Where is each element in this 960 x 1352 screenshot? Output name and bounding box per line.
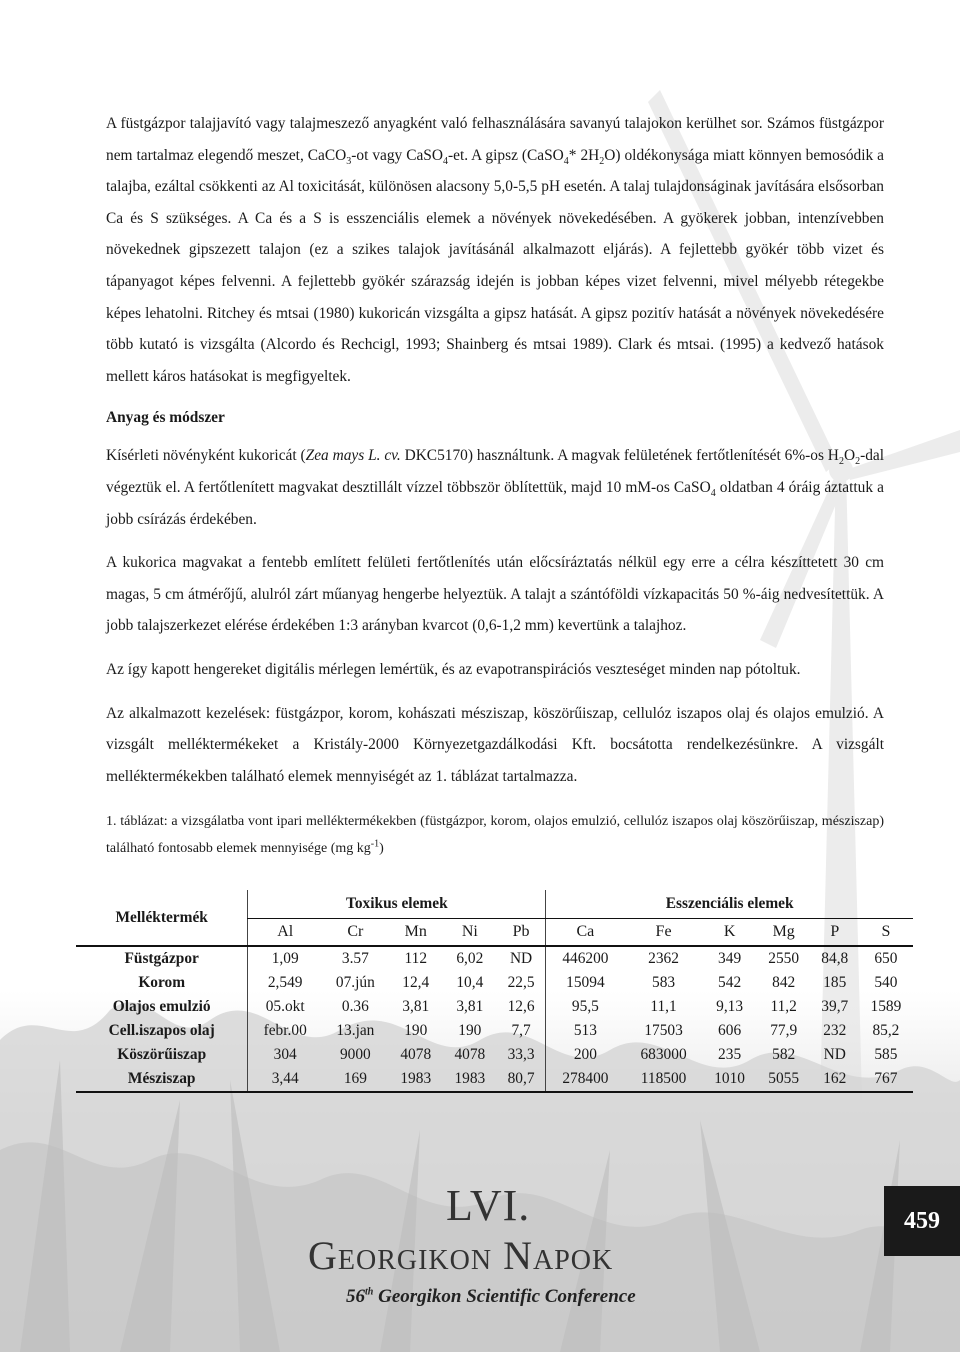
subscript: 2 — [599, 155, 605, 167]
table-cell: 349 — [718, 950, 742, 967]
table-cell: 3.57 — [341, 950, 369, 967]
table-cell: 169 — [322, 1067, 389, 1092]
conference-subtitle — [346, 1286, 636, 1308]
table-cell: 13.jan — [336, 1022, 375, 1039]
table-cell: 1,09 — [248, 946, 322, 971]
table-cell: 3,81 — [456, 998, 484, 1015]
table-cell: 9,13 — [716, 998, 744, 1015]
page-number: 459 — [884, 1186, 960, 1256]
table-cell: 446200 — [546, 946, 625, 971]
table-cell: 278400 — [546, 1067, 625, 1092]
text-run: 1. táblázat: a vizsgálatba vont ipari melléktermékekben (füstgázpor, korom, olajos emulzió, cellulóz iszapos olaj köszörűiszap, mésziszap) található fontosabb elemek mennyisége (mg kg — [106, 814, 884, 857]
text-run: DKC5170) használtunk. A magvak felületének fertőtlenítését 6%-os H — [400, 447, 839, 465]
table-cell: 12,6 — [507, 998, 535, 1015]
table-cell: 77,9 — [770, 1022, 798, 1039]
table-cell: 190 — [458, 1022, 482, 1039]
row-label: Mésziszap — [76, 1067, 248, 1092]
table-cell: 767 — [859, 1067, 913, 1092]
table-cell: 15094 — [546, 971, 625, 995]
table-cell: 540 — [874, 974, 898, 991]
column-header: Fe — [625, 919, 703, 947]
text-run: -ot vagy CaSO — [351, 146, 443, 164]
text-run: oldatban 4 óráig áztattuk a jobb csírázás érdekében. — [106, 478, 884, 528]
table-cell: 190 — [404, 1022, 428, 1039]
table-cell: 583 — [652, 974, 676, 991]
table-cell: 6,02 — [456, 950, 484, 967]
table-cell: 05.okt — [248, 995, 322, 1019]
text-run: A füstgázpor talajjavító vagy talajmeszező anyagként való felhasználására savanyú talajokon kerülhet sor. Számos füstgázpor nem tartalmaz elegendő meszet, CaCO — [106, 115, 884, 164]
methods-paragraph-2: A kukorica magvakat a fentebb említett felületi fertőtlenítés után előcsíráztatás nélkül egy erre a célra készíttetett 30 cm magas, 5 cm átmérőjű, alulról zárt műanyag hengerbe helyeztük. A talajt a szántóföldi vízkapacitás 50 %-áig nedvesítettük. A jobb talajszerkezet elérése érdekében 1:3 arányban kvarcot (0,6-1,2 mm) kevertünk a talajhoz. — [106, 554, 884, 635]
column-header: Mn — [389, 919, 443, 947]
text-run: O — [843, 447, 856, 465]
table-cell: 4078 — [454, 1046, 486, 1063]
table-cell: 200 — [546, 1043, 625, 1067]
superscript: th — [365, 1286, 374, 1298]
column-header: P — [811, 919, 859, 947]
subscript: 4 — [710, 488, 716, 500]
table-cell: 585 — [874, 1046, 898, 1063]
table-cell: 7,7 — [511, 1022, 531, 1039]
text-run: Kísérleti növényként kukoricát ( — [106, 447, 306, 465]
methods-paragraph-1 — [106, 440, 884, 535]
table-cell: 11,2 — [770, 998, 797, 1015]
text-run: * 2H — [568, 146, 600, 164]
text-run: O) oldékonysága miatt könnyen bemosódik a talajba, ezáltal csökkenti az Al toxicitását, különösen alacsony 5,0-5,5 pH esetén. A talaj tulajdonságinak javítására elsősorban Ca és S szükséges. A Ca és a S is esszenciális elemek a növények növekedésében. A gyökerek jobban, intenzívebben növekednek gipszezett talajon (ez a szikes talajok javításánál alkalmazott eljárás). A fejlettebb gyökér több vizet és tápanyagot képes felvenni. A fejlettebb gyökér szárazság idején is jobban képes vizet felvenni, mivel mélyebb rétegekbe képes lehatolni. Ritchey és mtsai (1980) kukoricán vizsgálta a gipsz hatását. A gipsz pozitív hatását a növények növekedésére több kutató is vizsgálta (Alcordo és Rechcigl, 1993; Shainberg és mtsai 1989). Clark és mtsai. (1995) a kedvező hatások mellett káros hatásokat is megfigyeltek. — [106, 146, 884, 385]
table-row — [76, 971, 913, 995]
table-row — [76, 946, 913, 971]
group-header-toxic: Toxikus elemek — [248, 890, 546, 919]
table-cell: 5055 — [757, 1067, 811, 1092]
table-cell: 683000 — [640, 1046, 687, 1063]
column-header: Pb — [497, 919, 546, 947]
table-row — [76, 995, 913, 1019]
row-label: Olajos emulzió — [112, 998, 211, 1015]
table-cell: 542 — [718, 974, 742, 991]
methods-paragraph-3: Az így kapott hengereket digitális mérlegen lemértük, és az evapotranspirációs veszteséget minden nap pótoltuk. — [106, 660, 801, 678]
table-cell: 84,8 — [821, 950, 849, 967]
table-cell: 235 — [718, 1046, 742, 1063]
species-name: Zea mays L. cv. — [305, 447, 401, 465]
row-header: Melléktermék — [76, 890, 248, 946]
table-row — [76, 1043, 913, 1067]
subscript: 4 — [563, 155, 569, 167]
subscript: 2 — [855, 456, 861, 468]
column-header: Al — [248, 919, 322, 947]
article-body — [106, 108, 884, 862]
subscript: 2 — [838, 456, 844, 468]
table-cell: 4078 — [400, 1046, 432, 1063]
table-cell: 33,3 — [507, 1046, 535, 1063]
elements-table — [76, 890, 913, 1093]
edition-number: LVI. — [446, 1181, 531, 1230]
table-cell: 39,7 — [821, 998, 849, 1015]
column-header: Ca — [546, 919, 625, 947]
table-cell: 1589 — [870, 998, 902, 1015]
column-header: Ni — [443, 919, 497, 947]
table-cell: ND — [823, 1046, 846, 1063]
table-cell: 2550 — [768, 950, 800, 967]
conference-title: Georgikon Napok — [308, 1233, 614, 1278]
table-row — [76, 1067, 913, 1092]
table-cell: 11,1 — [650, 998, 677, 1015]
table-cell: 112 — [404, 950, 428, 967]
row-label: Füstgázpor — [124, 950, 199, 967]
table-cell: 162 — [811, 1067, 859, 1092]
table-cell: 12,4 — [402, 974, 430, 991]
table-cell: 80,7 — [497, 1067, 546, 1092]
row-label: Köszörűiszap — [117, 1046, 207, 1063]
column-header: S — [859, 919, 913, 947]
column-header: K — [703, 919, 757, 947]
text-run: Georgikon Scientific Conference — [373, 1286, 636, 1307]
table-cell: 650 — [874, 950, 898, 967]
table-cell: 232 — [823, 1022, 847, 1039]
table-cell: 3,44 — [248, 1067, 322, 1092]
table-cell: 1983 — [389, 1067, 443, 1092]
row-label: Korom — [138, 974, 186, 991]
table-cell: 582 — [772, 1046, 796, 1063]
column-header: Mg — [757, 919, 811, 947]
intro-paragraph — [106, 108, 884, 392]
table-cell: ND — [509, 950, 533, 967]
table-cell: 95,5 — [546, 995, 625, 1019]
table-cell: 118500 — [625, 1067, 703, 1092]
column-header: Cr — [322, 919, 389, 947]
table-cell: febr.00 — [248, 1019, 322, 1043]
superscript: -1 — [370, 838, 380, 850]
subscript: 4 — [442, 155, 448, 167]
table-cell: 2362 — [648, 950, 679, 967]
table-cell: 17503 — [644, 1022, 683, 1039]
table-caption — [106, 808, 884, 862]
table-row — [76, 1019, 913, 1043]
table-cell: 842 — [772, 974, 796, 991]
table-cell: 2,549 — [248, 971, 322, 995]
text-run: -dal végeztük el. A fertőtlenített magvakat desztillált vízzel többször öblítettük, majd 10 mM-os CaSO — [106, 447, 884, 496]
subscript: 3 — [346, 155, 352, 167]
methods-paragraph-4: Az alkalmazott kezelések: füstgázpor, korom, kohászati mésziszap, köszörűiszap, cellulóz iszapos olaj és olajos emulzió. A vizsgált melléktermékeket a Kristály-2000 Környezetgazdálkodási Kft. bocsátotta rendelkezésünkre. A vizsgált melléktermékekben található elemek mennyiségét az 1. táblázat tartalmazza. — [106, 704, 884, 785]
table-cell: 3,81 — [402, 998, 430, 1015]
text-run: -et. A gipsz (CaSO — [447, 146, 564, 164]
table-cell: 22,5 — [507, 974, 535, 991]
table-cell: 606 — [718, 1022, 742, 1039]
table-cell: 1010 — [703, 1067, 757, 1092]
table-cell: 10,4 — [456, 974, 484, 991]
section-heading: Anyag és módszer — [106, 409, 225, 427]
text-run: ) — [379, 841, 384, 857]
text-run: 56 — [346, 1286, 365, 1307]
table-cell: 0.36 — [341, 998, 369, 1015]
table-cell: 513 — [546, 1019, 625, 1043]
table-cell: 85,2 — [872, 1022, 900, 1039]
table-cell: 304 — [248, 1043, 322, 1067]
table-cell: 07.jún — [335, 974, 375, 991]
group-header-essential: Esszenciális elemek — [546, 890, 913, 919]
row-label: Cell.iszapos olaj — [108, 1022, 215, 1039]
table-cell: 9000 — [339, 1046, 371, 1063]
table-cell: 1983 — [443, 1067, 497, 1092]
table-cell: 185 — [823, 974, 847, 991]
